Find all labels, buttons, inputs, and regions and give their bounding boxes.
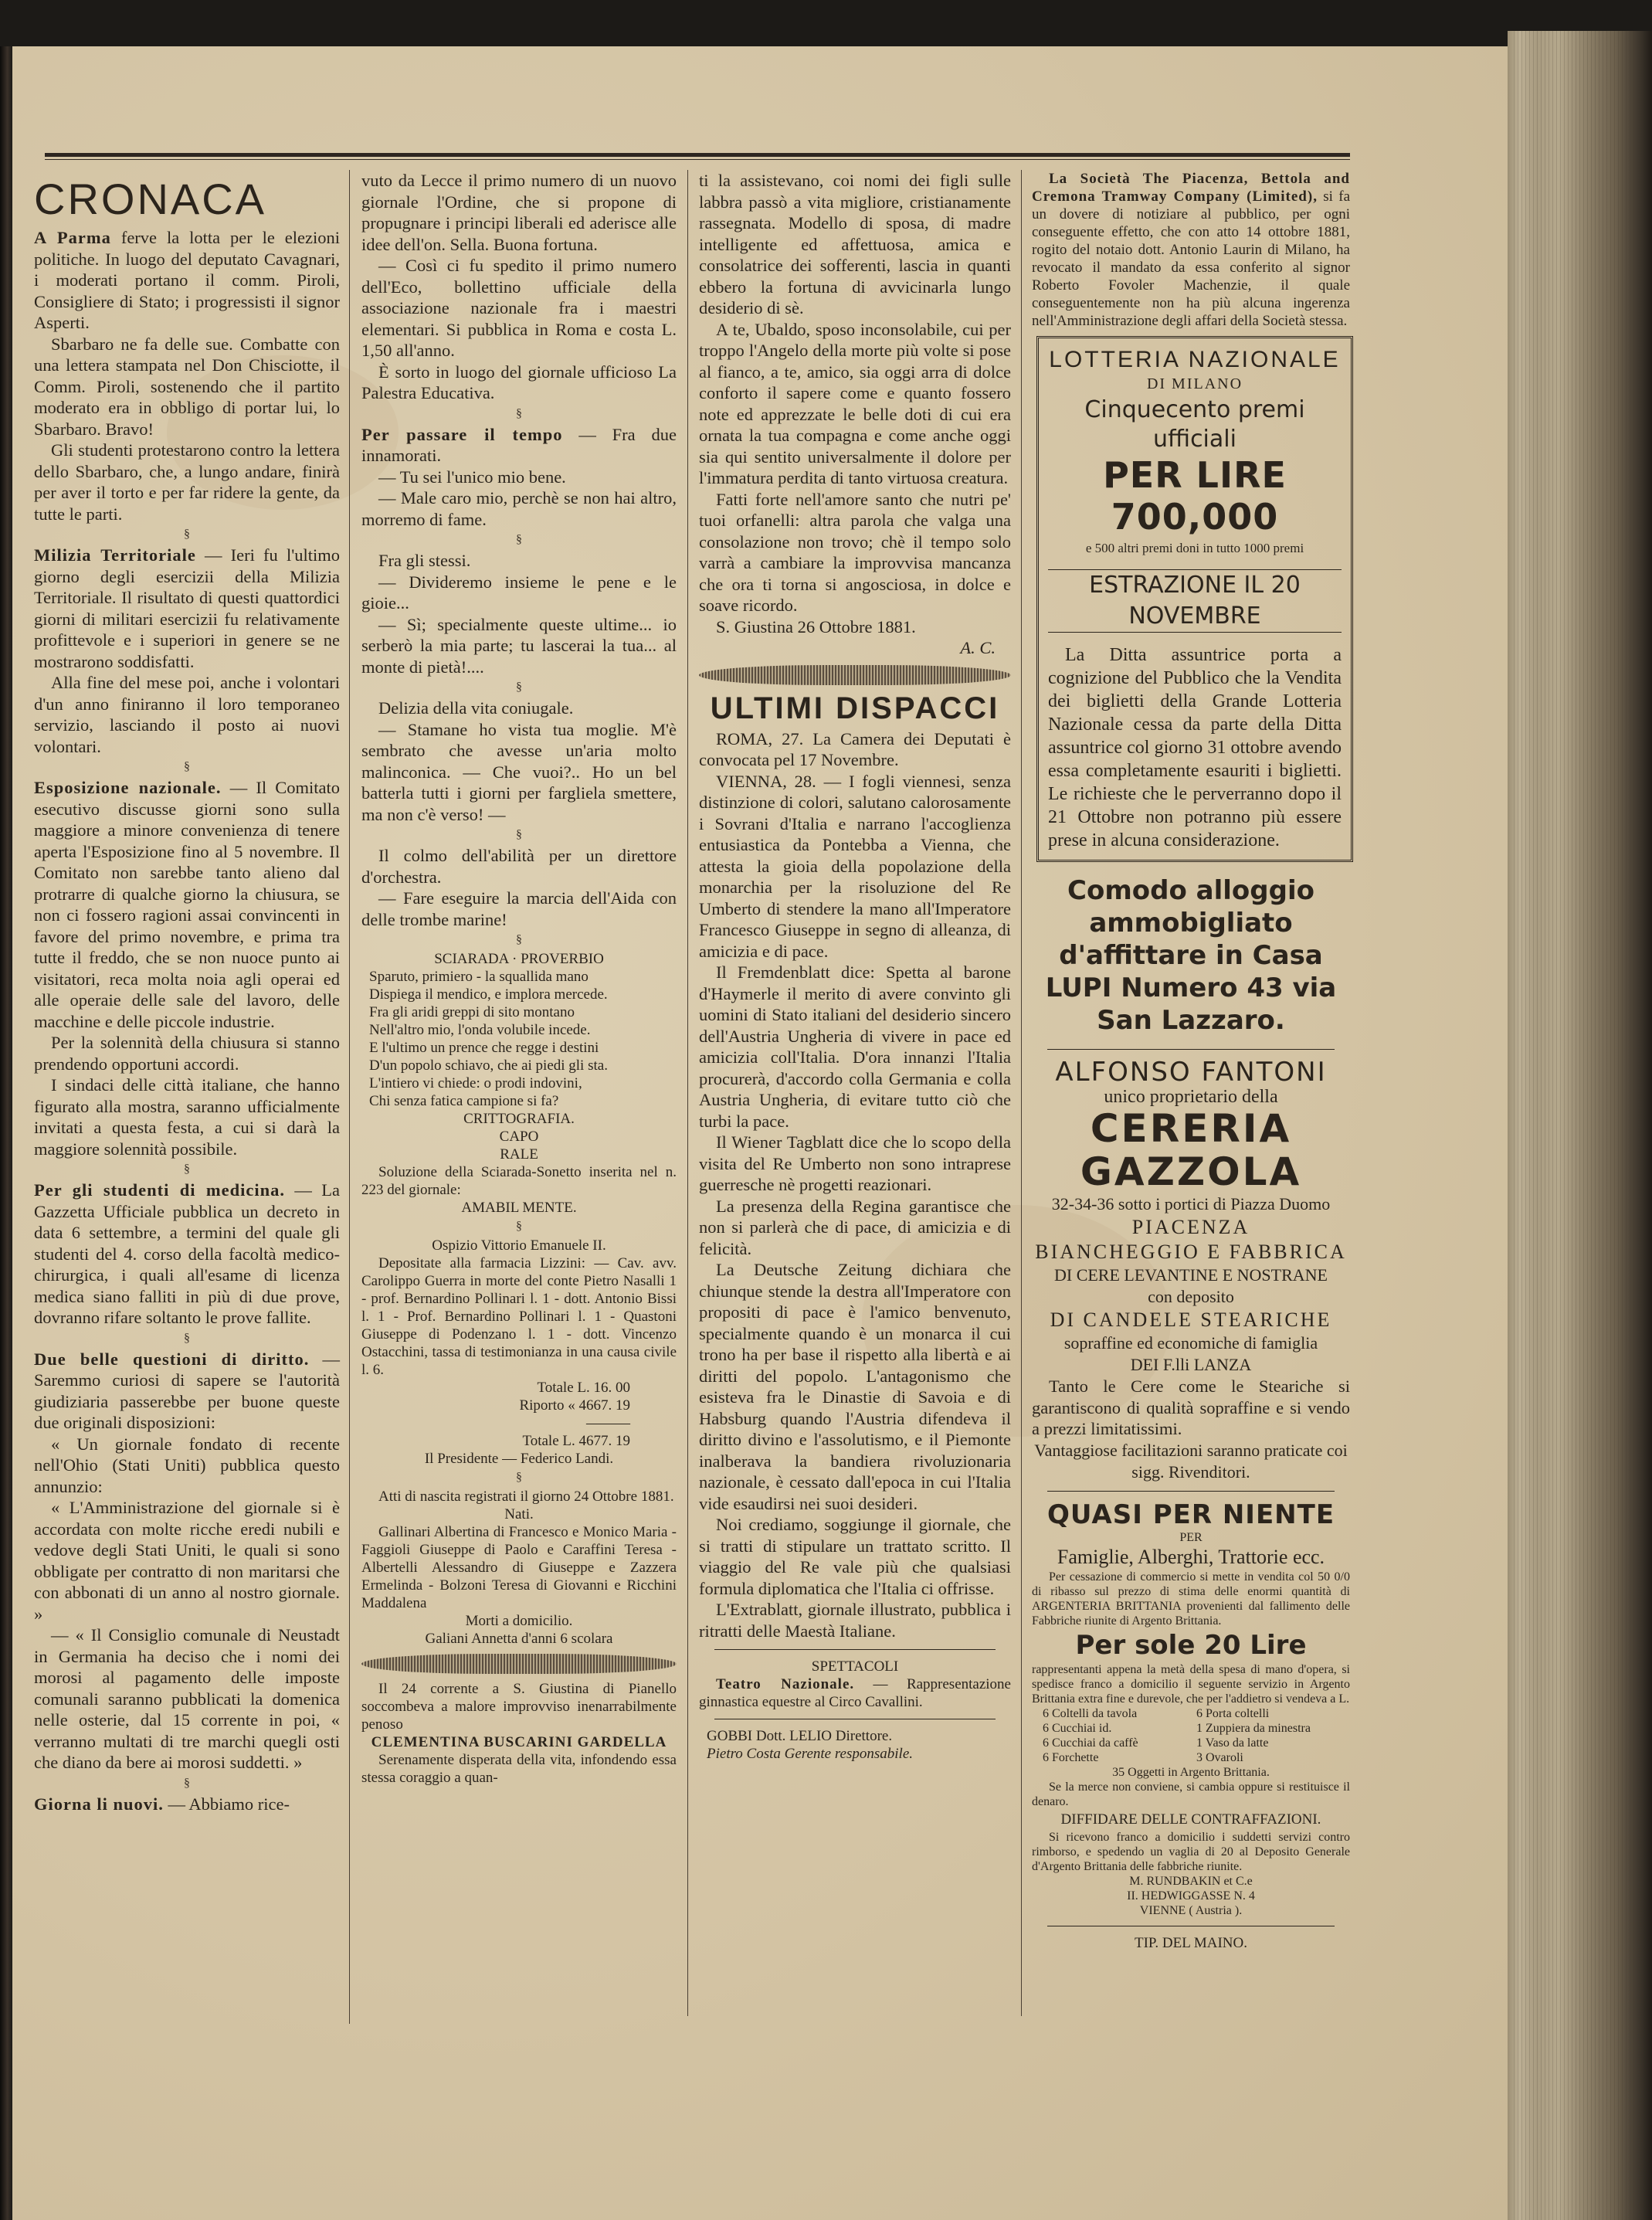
dispaccio: L'Extrablatt, giornale illustrato, pubblica i ritratti delle Maestà Italiane.: [699, 1600, 1011, 1641]
article: Esposizione nazionale. — Il Comitato esecutivo discusse giorni sono sulla maggiore a minore convenienza di tenere aperta l'Esposizione fino al 5 novembre. Il Comitato non sarebbe tanto alieno dal protrarre di qualche giorno la chiusura, se non ci fossero ragioni assai convincenti in favore del primo novembre, e prima tra tutte il freddo, che se non nuoce punto ai visitatori, reca molta noia agli operai ed alle operaie delle sale del lavoro, delle macchine e delle piccole industrie.: [34, 778, 341, 1031]
paragraph: Alla fine del mese poi, anche i volontari d'un anno finiranno il loro temporaneo servizio, lasciando il posto ai nuovi volontari.: [34, 673, 340, 756]
spettacoli-title: SPETTACOLI: [811, 1658, 899, 1675]
fantoni-city: PIACENZA: [1131, 1216, 1250, 1238]
nascita-nati: Nati.: [504, 1506, 534, 1522]
obit-text2: Serenamente disperata della vita, infondendo essa stessa coraggio a quan-: [361, 1752, 677, 1786]
crittografia-rale: RALE: [500, 1146, 538, 1163]
book-left-edge: [0, 46, 12, 2220]
direttore: GOBBI Dott. LELIO Direttore.: [707, 1728, 893, 1744]
article: Per gli studenti di medicina. — La Gazzetta Ufficiale pubblica un decreto in data 6 settembre, a termini del quale gli studenti del 4. corso della facoltà medico-chirurgica, i quali all'esame di licenza medica siano falliti in più di due prove, dovranno rifare soltanto le prove fallite.: [34, 1180, 341, 1327]
tipografia: TIP. DEL MAINO.: [1134, 1935, 1247, 1951]
paragraph: — Male caro mio, perchè se non hai altro, morremo di fame.: [361, 488, 677, 529]
lotteria-body: La Ditta assuntrice porta a cognizione del Pubblico che la Vendita dei biglietti della Grande Lotteria Nazionale cessa da parte della Ditta assuntrice col giorno 31 ottobre avendo essa completamente esauriti i biglietti. Le richieste che le perverranno dopo il 21 Ottobre non potranno più essere prese in alcuna considerazione.: [1048, 645, 1342, 850]
paragraph: — Fare eseguire la marcia dell'Aida con delle trombe marine!: [361, 888, 677, 929]
fantoni-sopraffine: sopraffine ed economiche di famiglia: [1063, 1333, 1318, 1353]
fantoni-lanza: DEI F.lli LANZA: [1130, 1355, 1252, 1374]
nascita-names: Gallinari Albertina di Francesco e Monico Maria - Faggioli Giuseppe di Paolo e Caraffini Teresa - Albertelli Alessandro di Giuseppe e Zazzera Ermelinda - Bolzoni Teresa di Giovanni e Ricchini Maddalena: [361, 1524, 677, 1611]
dispaccio: La presenza della Regina garantisce che non si parlerà che di pace, di amicizia e di felicità.: [699, 1196, 1011, 1258]
column-2: [361, 170, 677, 1787]
article: Per passare il tempo — Fra due innamorati.: [361, 424, 677, 465]
quasi-famiglie: Famiglie, Alberghi, Trattorie ecc.: [1057, 1545, 1325, 1568]
fantoni-name: ALFONSO FANTONI: [1055, 1057, 1327, 1088]
soluzione: Soluzione della Sciarada-Sonetto inserita nel n. 223 del giornale:: [361, 1164, 677, 1198]
dispaccio: La Deutsche Zeitung dichiara che chiunque stende la destra all'Imperatore con propositi di pace è l'amico benvenuto, specialmente quando è un monarca il cui trono ha per base il rispetto alla libertà e ai diritti del popolo. L'antagonismo che esisteva fra le Dinastie di Savoia e di Habsburg quando l'Austria difendeva il diritto divino e l'assolutismo, e il Piemonte inalberava la bandiera rivoluzionaria nazionale, è cessato dall'epoca in cui l'Italia vide esaudirsi nei suoi desideri.: [699, 1260, 1011, 1513]
paragraph: È sorto in luogo del giornale ufficioso La Palestra Educativa.: [361, 362, 677, 402]
ornament-icon: §: [516, 1471, 522, 1484]
paragraph: vuto da Lecce il primo numero di un nuovo giornale l'Ordine, che si propone di propugnare i principi liberali ed aderisce alle idee dell'on. Sella. Buona fortuna.: [361, 171, 677, 254]
dispaccio: VIENNA, 28. — I fogli viennesi, senza distinzione di colori, salutano calorosamente i Sovrani d'Italia e narrano l'accoglienza entusiastica da Pontebba a Vienna, che attesta la gioia della popolazione della monarchia per la risoluzione del Re Umberto di stendere la mano all'Imperatore Francesco Giuseppe in segno di alleanza, di amicizia e di pace.: [699, 771, 1011, 961]
lotteria-amount: PER LIRE 700,000: [1103, 453, 1287, 538]
column-4: [1032, 170, 1350, 1952]
fantoni-text: Tanto le Cere come le Steariche si garantiscono di qualità sopraffine e si vendo a prezzi limitatissimi.: [1032, 1376, 1350, 1438]
sciarada-title: SCIARADA · PROVERBIO: [434, 951, 604, 967]
paragraph: — Divideremo insieme le pene e le gioie...: [361, 572, 677, 613]
crittografia-capo: CAPO: [499, 1129, 539, 1145]
paragraph: — Così ci fu spedito il primo numero dell'Eco, bollettino ufficiale della associazione nazionale fra i maestri elementari. Si pubblica in Roma e costa L. 1,50 all'anno.: [361, 256, 677, 360]
ospizio-text: Depositate alla farmacia Lizzini: — Cav. avv. Carolippo Guerra in morte del conte Pietro Nasalli 1 - prof. Bernardino Pollinari l. 1 - dott. Antonio Bissi l. 1 - Prof. Bernardino Pollinari l. 1 - Quastoni Giuseppe di Podenzano l. 1 - dott. Vincenzo Ostacchini, tassa di testimonianza in una causa civile l. 6.: [361, 1255, 677, 1378]
fantoni-deposito: con deposito: [1148, 1287, 1234, 1306]
ornament-icon: §: [516, 933, 522, 946]
ornament-icon: §: [184, 1776, 190, 1790]
lotteria-premi: Cinquecento premi ufficiali: [1084, 395, 1305, 453]
paragraph: Fatti forte nell'amore santo che nutri pe' tuoi orfanelli: altra parola che valga una consolazione non trovo; chè il tempo solo varrà a cambiare la improvvisa mancanza che ora ti torna si angosciosa, in dolce e soave ricordo.: [699, 489, 1011, 615]
ospizio-title: Ospizio Vittorio Emanuele II.: [432, 1237, 606, 1254]
paragraph: Delizia della vita coniugale.: [378, 698, 574, 718]
lotteria-altri: e 500 altri premi doni in tutto 1000 premi: [1085, 540, 1304, 555]
nascita-morti: Morti a domicilio.: [465, 1613, 573, 1629]
quasi-text: Per cessazione di commercio si mette in vendita col 50 0/0 di ribasso sul prezzo di stima delle enormi quantità di ARGENTERIA BRITTANIA provenienti dal fallimento delle Fabbriche riunite di Argento Brittania.: [1032, 1570, 1350, 1628]
ospizio-dash: ———: [586, 1415, 630, 1431]
paragraph: Per la solennità della chiusura si stanno prendendo opportuni accordi.: [34, 1033, 340, 1074]
fantoni-biancheggio: BIANCHEGGIO E FABBRICA: [1035, 1241, 1347, 1263]
paragraph: — Stamane ho vista tua moglie. M'è sembrato che avesse un'aria molto malinconica. — Che vuoi?.. Ho un bel batterla tutti i giorni per fargliela smettere, ma non c'è verso! —: [361, 719, 677, 824]
quasi-hedwig: II. HEDWIGGASSE N. 4: [1127, 1889, 1255, 1903]
ospizio-totale2: Totale L. 4677. 19: [522, 1433, 630, 1449]
paragraph: « Un giornale fondato di recente nell'Ohio (Stati Uniti) pubblica questo annunzio:: [34, 1434, 340, 1496]
article: Due belle questioni di diritto. — Saremmo curiosi di sapere se l'autorità giudiziaria passerebbe per buone queste due originali disposizioni:: [34, 1349, 340, 1432]
dispaccio: Il Wiener Tagblatt dice che lo scopo della visita del Re Umberto non sono intraprese guerresche nè progetti reazionari.: [699, 1132, 1011, 1194]
paragraph: Gli studenti protestarono contro la lettera dello Sbarbaro, che, a lungo andare, finirà per aver il torto e per far ridere la gente, da tutte le parti.: [34, 440, 340, 524]
fantoni-unico: unico proprietario della: [1104, 1087, 1278, 1107]
ornament-icon: §: [184, 760, 190, 773]
divider: [1047, 1049, 1335, 1050]
alloggio-ad: Comodo alloggio ammobigliato d'affittare in Casa LUPI Numero 43 via San Lazzaro.: [1045, 875, 1337, 1036]
paragraph: S. Giustina 26 Ottobre 1881.: [716, 616, 916, 636]
decorative-band-icon: [699, 665, 1011, 685]
nascita-text: Atti di nascita registrati il giorno 24 Ottobre 1881.: [378, 1488, 674, 1505]
quasi-rundbakin: M. RUNDBAKIN et C.e: [1129, 1875, 1253, 1888]
ornament-icon: §: [516, 681, 522, 694]
crittografia-title: CRITTOGRAFIA.: [463, 1111, 575, 1127]
ospizio-totale: Totale L. 16. 00: [537, 1380, 630, 1396]
soluzione-answer: AMABIL MENTE.: [461, 1200, 577, 1216]
quasi-per: PER: [1179, 1530, 1203, 1544]
ornament-icon: §: [516, 828, 522, 841]
teatro: Teatro Nazionale. — Rappresentazione ginnastica equestre al Circo Cavallini.: [699, 1676, 1011, 1710]
section-title: CRONACA: [34, 175, 267, 223]
lotteria-ad: [1036, 336, 1353, 862]
column-3: [699, 170, 1011, 1763]
sciarada-verse: Sparuto, primiero - la squallida mano Dispiega il mendico, e implora mercede. Fra gli aridi greppi di sito montano Nell'altro mio, l'onda volubile incede. E l'ultimo un prence che regge i destini D'un popolo schiavo, che ai piedi gli sta. L'intiero vi chiede: o prodi indovini, Chi senza fatica campione si fa?: [369, 969, 608, 1109]
paragraph: ti la assistevano, coi nomi dei figli sulle labbra passò a vita migliore, cristianamente rassegnata. Modello di sposa, di madre intelligente ed affettuosa, amica e consolatrice dei sofferenti, lascia in quanti ebbero la fortuna di avvicinarla lungo desiderio di sè.: [699, 171, 1011, 317]
column-divider: [687, 170, 688, 2016]
cereria-title: CERERIA GAZZOLA: [1080, 1106, 1302, 1194]
fantoni-rivenditori: Vantaggiose facilitazioni saranno praticate coi sigg. Rivenditori.: [1034, 1440, 1348, 1482]
book-page-edges: [1514, 31, 1637, 2220]
lotteria-title: LOTTERIA NAZIONALE: [1049, 347, 1341, 372]
quasi-title: QUASI PER NIENTE: [1046, 1499, 1335, 1530]
ornament-icon: §: [516, 1220, 522, 1233]
signature: A. C.: [960, 638, 996, 657]
nascita-dead: Galiani Annetta d'anni 6 scolara: [425, 1631, 613, 1647]
tramway-notice: La Società The Piacenza, Bettola and Cremona Tramway Company (Limited), si fa un dovere di notiziare al pubblico, per ogni conseguente effetto, che con atto 14 ottobre 1881, rogito del notaio dott. Antonio Laurin di Milano, ha revocato il mandato da essa conferito al signor Roberto Fovoler Machenzie, il quale conseguentemente non ha più alcuna ingerenza nell'Amministrazione degli affari della Società stessa.: [1032, 171, 1351, 329]
ospizio-president: Il Presidente — Federico Landi.: [424, 1451, 614, 1467]
dispaccio: Il Fremdenblatt dice: Spetta al barone d'Haymerle il merito di avere convinto gli uomini di Stato italiani del desiderio sincero dell'Austria Ungheria di vivere in pace ed amicizia coll'Italia. D'ora innanzi l'Italia procurerà, d'accordo colla Germania e colla Austria Ungheria, di evitare tutto ciò che turbi la pace.: [699, 962, 1011, 1131]
top-rule-thin: [45, 159, 1350, 160]
quasi-vienne: VIENNE ( Austria ).: [1139, 1904, 1243, 1917]
dispaccio: Noi crediamo, soggiunge il giornale, che si tratti di stipulare un trattato scritto. Il viaggio del Re vale più che qualsiasi formula diplomatica che l'Italia ci offrisse.: [699, 1515, 1011, 1598]
quasi-list: 6 Coltelli da tavola 6 Cucchiai id. 6 Cucchiai da caffè 6 Forchette 6 Porta coltelli 1 Zuppiera da minestra 1 Vaso da latte 3 Ovaroli: [1043, 1706, 1311, 1764]
paragraph: « L'Amministrazione del giornale si è accordata con molte ricche eredi nubili e vedove degli Stati Uniti, le quali si sono obbligate per contratto di non maritarsi che con abbonati di un anno al nostro giornale. »: [34, 1498, 340, 1624]
obit-name: CLEMENTINA BUSCARINI GARDELLA: [371, 1734, 667, 1750]
quasi-ricevono: Si ricevono franco a domicilio i suddetti servizi contro rimborso, e spedendo un vaglia di 20 al Deposito Generale d'Argento Brittania delle fabbriche riunite.: [1032, 1831, 1350, 1873]
article: A Parma ferve la lotta per le elezioni politiche. In luogo del deputato Cavagnari, i moderati portano il comm. Piroli, Consigliere di Stato; i progressisti il signor Asperti.: [34, 228, 341, 332]
lotteria-estrazione: ESTRAZIONE IL 20 NOVEMBRE: [1048, 569, 1342, 633]
ornament-icon: §: [516, 406, 522, 420]
gerente: Pietro Costa Gerente responsabile.: [707, 1746, 914, 1762]
ornament-icon: §: [184, 1331, 190, 1345]
ospizio-riporto: Riporto « 4667. 19: [519, 1397, 630, 1414]
paragraph: A te, Ubaldo, sposo inconsolabile, cui per troppo l'Angelo della morte più volte si pose al fianco, a te, amico, sia oggi arra di dolce conforto il sapere come e quanto fossero note ed apprezzate le belle doti di cui era ornata la tua compagna e come anche oggi sia qui sentito universalmente il dolore per l'immatura perdita di tanto virtuosa creatura.: [699, 319, 1011, 487]
decorative-band-icon: [361, 1654, 677, 1674]
quasi-servizio: rappresentanti appena la metà della spesa di mano d'opera, si spedisce franco a domicilio il seguente servizio in Argento Brittania extra fine e durevole, che per l'addietro si vendeva a L.: [1032, 1662, 1350, 1706]
paragraph: — Sì; specialmente queste ultime... io serberò la mia parte; tu lascerai la tua... al monte di pietà!....: [361, 614, 677, 677]
fantoni-cere: DI CERE LEVANTINE E NOSTRANE: [1053, 1265, 1328, 1285]
dispaccio: ROMA, 27. La Camera dei Deputati è convocata pel 17 Novembre.: [699, 728, 1011, 769]
column-divider: [349, 170, 350, 2024]
obit-text: Il 24 corrente a S. Giustina di Pianello soccombeva a malore improvviso inenarrabilmente penoso: [361, 1681, 677, 1733]
paragraph: Fra gli stessi.: [378, 551, 471, 570]
top-rule: [45, 153, 1350, 157]
ultimi-dispacci-title: ULTIMI DISPACCI: [710, 691, 1000, 725]
column-1: [34, 170, 340, 1814]
article: Giorna li nuovi. — Abbiamo rice-: [34, 1794, 290, 1814]
ornament-icon: §: [184, 528, 190, 541]
paragraph: Il colmo dell'abilità per un direttore d'orchestra.: [361, 846, 677, 887]
ornament-icon: §: [516, 533, 522, 546]
fantoni-candele: DI CANDELE STEARICHE: [1050, 1309, 1332, 1331]
quasi-price: Per sole 20 Lire: [1075, 1629, 1307, 1661]
paragraph: — Tu sei l'unico mio bene.: [378, 467, 566, 487]
fantoni-address: 32-34-36 sotto i portici di Piazza Duomo: [1051, 1194, 1331, 1214]
divider: [1047, 1491, 1335, 1492]
quasi-oggetti: 35 Oggetti in Argento Brittania.: [1112, 1765, 1270, 1779]
quasi-diffidare: DIFFIDARE DELLE CONTRAFFAZIONI.: [1060, 1811, 1321, 1828]
quasi-cambio: Se la merce non conviene, si cambia oppure si restituisce il denaro.: [1032, 1780, 1350, 1808]
column-divider: [1021, 170, 1022, 2016]
lotteria-city: DI MILANO: [1146, 375, 1243, 392]
divider: [714, 1649, 996, 1650]
paragraph: — « Il Consiglio comunale di Neustadt in Germania ha deciso che i nomi dei morosi al pagamento delle imposte comunali saranno pubblicati la domenica nelle osterie, dal 15 corrente in poi, « verranno multati di tre marchi quegli osti che diano da bere ai morosi suddetti. »: [34, 1625, 340, 1772]
paragraph: Sbarbaro ne fa delle sue. Combatte con una lettera stampata nel Don Chisciotte, il Comm. Piroli, sostenendo che il partito moderato era in obbligo di portar lui, lo Sbarbaro. Bravo!: [34, 334, 340, 439]
article: Milizia Territoriale — Ieri fu l'ultimo giorno degli esercizii della Milizia Territoriale. Il risultato di questi quattordici giorni di militari esercizii fu relativamente profittevole e i superiori in genere se ne mostrarono soddisfatti.: [34, 545, 341, 671]
ornament-icon: §: [184, 1163, 190, 1176]
paragraph: I sindaci delle città italiane, che hanno figurato alla mostra, saranno ufficialmente invitati a questa festa, a cui si darà la maggiore solennità possibile.: [34, 1075, 340, 1159]
